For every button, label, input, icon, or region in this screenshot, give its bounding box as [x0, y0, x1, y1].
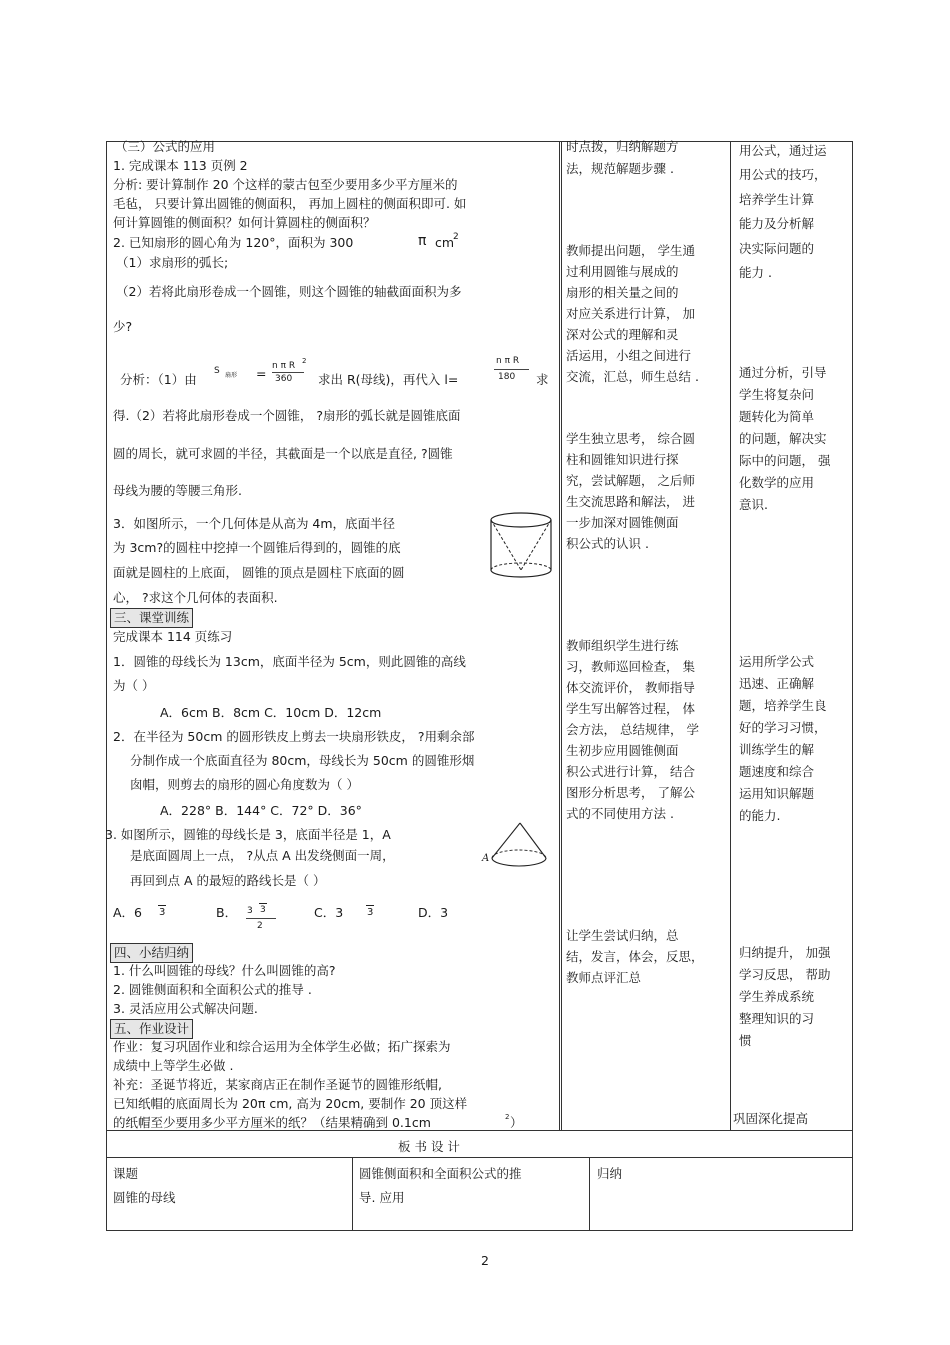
text-line: 学生写出解答过程， 体 [566, 701, 695, 716]
text-line: 对应关系进行计算， 加 [566, 306, 695, 321]
text-line: 归纳提升， 加强 [739, 945, 831, 960]
cylinder-cone-figure [488, 510, 556, 582]
text-line: （1）求扇形的弧长; [116, 255, 229, 270]
fraction-superscript: 2 [302, 357, 307, 365]
cone-figure [480, 820, 550, 872]
text-line: 学生养成系统 [739, 989, 815, 1004]
text-line: 面就是圆柱的上底面， 圆锥的顶点是圆柱下底面的圆 [113, 565, 405, 580]
text-line: 巩固深化提高 [733, 1111, 809, 1126]
text-line: 2．在半径为 50cm 的圆形铁皮上剪去一块扇形铁皮， ?用剩余部 [113, 729, 475, 744]
text-line: 用公式的技巧， [739, 167, 827, 182]
text-line: 结，发言，体会，反思， [566, 949, 704, 964]
text-line: 生初步应用圆锥侧面 [566, 743, 679, 758]
text-line: 究，尝试解题， 之后师 [566, 473, 695, 488]
text-line: 囱帽，则剪去的扇形的圆心角度数为（ ） [130, 777, 359, 792]
text-line: ） [510, 1115, 523, 1130]
text-line: 再回到点 A 的最短的路线长是（ ） [130, 873, 326, 888]
answer-options: A．228° B．144° C．72° D．36° [160, 803, 362, 818]
text-line: 交流，汇总，师生总结 . [566, 369, 699, 384]
text-line: 际中的问题， 强 [739, 453, 831, 468]
unit-text: cm [435, 235, 455, 250]
text-line: 运用所学公式 [739, 654, 815, 669]
text-line: 意识. [739, 497, 768, 512]
analysis-text: 求 [536, 372, 549, 387]
text-line: 会方法， 总结规律， 学 [566, 722, 699, 737]
fraction-denominator: 180 [498, 372, 516, 382]
fraction-denominator: 2 [257, 921, 263, 931]
analysis-text: 求出 R(母线)，再代入 l= [318, 372, 459, 387]
text-line: 生交流思路和解法， 进 [566, 494, 695, 509]
text-line: 的纸帽至少要用多少平方厘米的纸？（结果精确到 0.1cm [113, 1115, 431, 1130]
text-line: 训练学生的解 [739, 742, 815, 757]
text-line: 少? [113, 319, 133, 334]
pi-symbol: π [418, 233, 427, 249]
text-line: 通过分析，引导 [739, 365, 827, 380]
text-line: 习，教师巡回检查， 集 [566, 659, 695, 674]
column-divider-1 [559, 141, 560, 1130]
table-bottom-border [106, 1230, 853, 1231]
superscript: 2 [505, 1113, 510, 1121]
text-line: 的问题，解决实 [739, 431, 827, 446]
text-line: 作业：复习巩固作业和综合运用为全体学生必做；拓广探索为 [113, 1039, 451, 1054]
text-line: 题，培养学生良 [739, 698, 827, 713]
sqrt-value: 3 [367, 907, 374, 918]
text-line: 图形分析思考， 了解公 [566, 785, 695, 800]
formula-equals: = [256, 366, 267, 381]
text-line: 分制作成一个底面直径为 80cm，母线长为 50cm 的圆锥形烟 [130, 753, 475, 768]
board-cell-topic-label: 课题 [113, 1166, 139, 1181]
text-line: 母线为腰的等腰三角形. [113, 483, 242, 498]
fraction-numerator: n π R [496, 356, 520, 366]
text-line: 迅速、正确解 [739, 676, 815, 691]
text-line: 成绩中上等学生必做 . [113, 1058, 234, 1073]
text-line: 1. 什么叫圆锥的母线？什么叫圆锥的高? [113, 963, 336, 978]
text-line: 惯 [739, 1033, 752, 1048]
text-line: 过利用圆锥与展成的 [566, 264, 679, 279]
text-line: 一步加深对圆锥侧面 [566, 515, 679, 530]
text-line: 学生独立思考， 综合圆 [566, 431, 695, 446]
text-line: 圆的周长，就可求圆的半径，其截面是一个以底是直径, ?圆锥 [113, 446, 453, 461]
text-line: 2. 已知扇形的圆心角为 120°，面积为 300 [113, 235, 354, 250]
text-line: 时点拨，归纳解题方 [566, 139, 679, 154]
text-line: 为（ ） [113, 678, 155, 693]
text-line: 活运用，小组之间进行 [566, 348, 692, 363]
text-line: 是底面圆周上一点， ?从点 A 出发绕侧面一周， [130, 848, 395, 863]
page-number: 2 [481, 1253, 489, 1268]
cone-point-label: A [482, 853, 490, 864]
text-line: 3. 如图所示，圆锥的母线长是 3，底面半径是 1，A [105, 827, 391, 842]
text-line: 深对公式的理解和灵 [566, 327, 679, 342]
text-line: 教师组织学生进行练 [566, 638, 679, 653]
text-line: 题速度和综合 [739, 764, 815, 779]
text-line: 培养学生计算 [739, 192, 815, 207]
text-line: 补充：圣诞节将近，某家商店正在制作圣诞节的圆锥形纸帽, [113, 1077, 442, 1092]
text-line: 教师点评汇总 [566, 970, 642, 985]
text-line: 1. 完成课本 113 页例 2 [113, 158, 248, 173]
table-left-border [106, 141, 107, 1231]
text-line: 扇形的相关量之间的 [566, 285, 679, 300]
text-line: 积公式进行计算， 结合 [566, 764, 695, 779]
section-title-homework: 五、作业设计 [110, 1019, 193, 1039]
text-line: 学习反思， 帮助 [739, 967, 831, 982]
text-line: 体交流评价， 教师指导 [566, 680, 695, 695]
text-line: 题转化为简单 [739, 409, 815, 424]
text-line: 能力及分析解 [739, 216, 815, 231]
formula-s-subscript: 扇形 [225, 372, 238, 379]
option-c: C．3 [314, 905, 344, 920]
board-divider-1 [352, 1157, 353, 1231]
superscript: 2 [453, 232, 459, 242]
table-right-border [852, 141, 853, 1231]
section-title-summary: 四、小结归纳 [110, 943, 193, 963]
text-line: 化数学的应用 [739, 475, 815, 490]
text-line: 式的不同使用方法 . [566, 806, 674, 821]
text-line: 完成课本 114 页练习 [113, 629, 233, 644]
option-a: A．6 [113, 905, 143, 920]
text-line: 积公式的认识 . [566, 536, 649, 551]
text-line: 决实际问题的 [739, 241, 815, 256]
option-d: D．3 [418, 905, 449, 920]
sqrt-value: 3 [159, 907, 166, 918]
text-line: 用公式，通过运 [739, 143, 827, 158]
board-cell-formula: 圆锥侧面积和全面积公式的推 [359, 1166, 522, 1181]
board-cell-formula-cont: 导. 应用 [359, 1190, 405, 1205]
sqrt-value: 3 [260, 905, 266, 915]
section-title-class-training: 三、课堂训练 [110, 608, 193, 628]
text-line: 已知纸帽的底面周长为 20π cm, 高为 20cm, 要制作 20 顶这样 [113, 1096, 468, 1111]
text-line: 毛毡， 只要计算出圆锥的侧面积， 再加上圆柱的侧面积即可. 如 [113, 196, 467, 211]
text-line: 分析: 要计算制作 20 个这样的蒙古包至少要用多少平方厘米的 [113, 177, 458, 192]
answer-options: A．6cm B．8cm C．10cm D．12cm [160, 705, 382, 720]
text-line: 的能力. [739, 808, 781, 823]
analysis-text: 分析：（1）由 [120, 372, 197, 387]
fraction-bar [272, 372, 304, 373]
text-line: 柱和圆锥知识进行探 [566, 452, 679, 467]
board-title: 板 书 设 计 [398, 1139, 460, 1154]
board-cell-topic: 圆锥的母线 [113, 1190, 176, 1205]
text-line: 法，规范解题步骤 . [566, 161, 674, 176]
fraction-bar [246, 918, 276, 919]
text-line: （2）若将此扇形卷成一个圆锥，则这个圆锥的轴截面面积为多 [116, 284, 462, 299]
text-line: 心， ?求这个几何体的表面积. [113, 590, 278, 605]
column-divider-2 [730, 141, 731, 1130]
text-line: 1．圆锥的母线长为 13cm，底面半径为 5cm，则此圆锥的高线 [113, 654, 466, 669]
formula-s: S [214, 366, 220, 376]
fraction-numerator: n π R [272, 361, 296, 371]
text-line: 为 3cm?的圆柱中挖掉一个圆锥后得到的，圆锥的底 [113, 540, 401, 555]
text-line: 3．如图所示，一个几何体是从高为 4m，底面半径 [113, 516, 396, 531]
row-divider-board-2 [106, 1157, 853, 1158]
text-line: 能力 . [739, 265, 772, 280]
text-line: 整理知识的习 [739, 1011, 815, 1026]
text-line: 好的学习习惯， [739, 720, 827, 735]
section-title-formula-application: （三）公式的应用 [115, 139, 216, 154]
fraction-numerator: 3 [247, 906, 253, 916]
text-line: 3. 灵活应用公式解决问题. [113, 1001, 258, 1016]
text-line: 何计算圆锥的侧面积？如何计算圆柱的侧面积？ [113, 215, 376, 230]
text-line: 学生将复杂问 [739, 387, 815, 402]
text-line: 2. 圆锥侧面积和全面积公式的推导 . [113, 982, 312, 997]
text-line: 得.（2）若将此扇形卷成一个圆锥， ?扇形的弧长就是圆锥底面 [113, 408, 461, 423]
text-line: 教师提出问题， 学生通 [566, 243, 695, 258]
text-line: 运用知识解题 [739, 786, 815, 801]
fraction-bar [494, 369, 529, 370]
board-cell-summary: 归纳 [597, 1166, 623, 1181]
option-b: B． [216, 905, 238, 920]
board-divider-2 [589, 1157, 590, 1231]
column-divider-1b [561, 141, 562, 1130]
fraction-denominator: 360 [275, 374, 293, 384]
text-line: 让学生尝试归纳，总 [566, 928, 679, 943]
